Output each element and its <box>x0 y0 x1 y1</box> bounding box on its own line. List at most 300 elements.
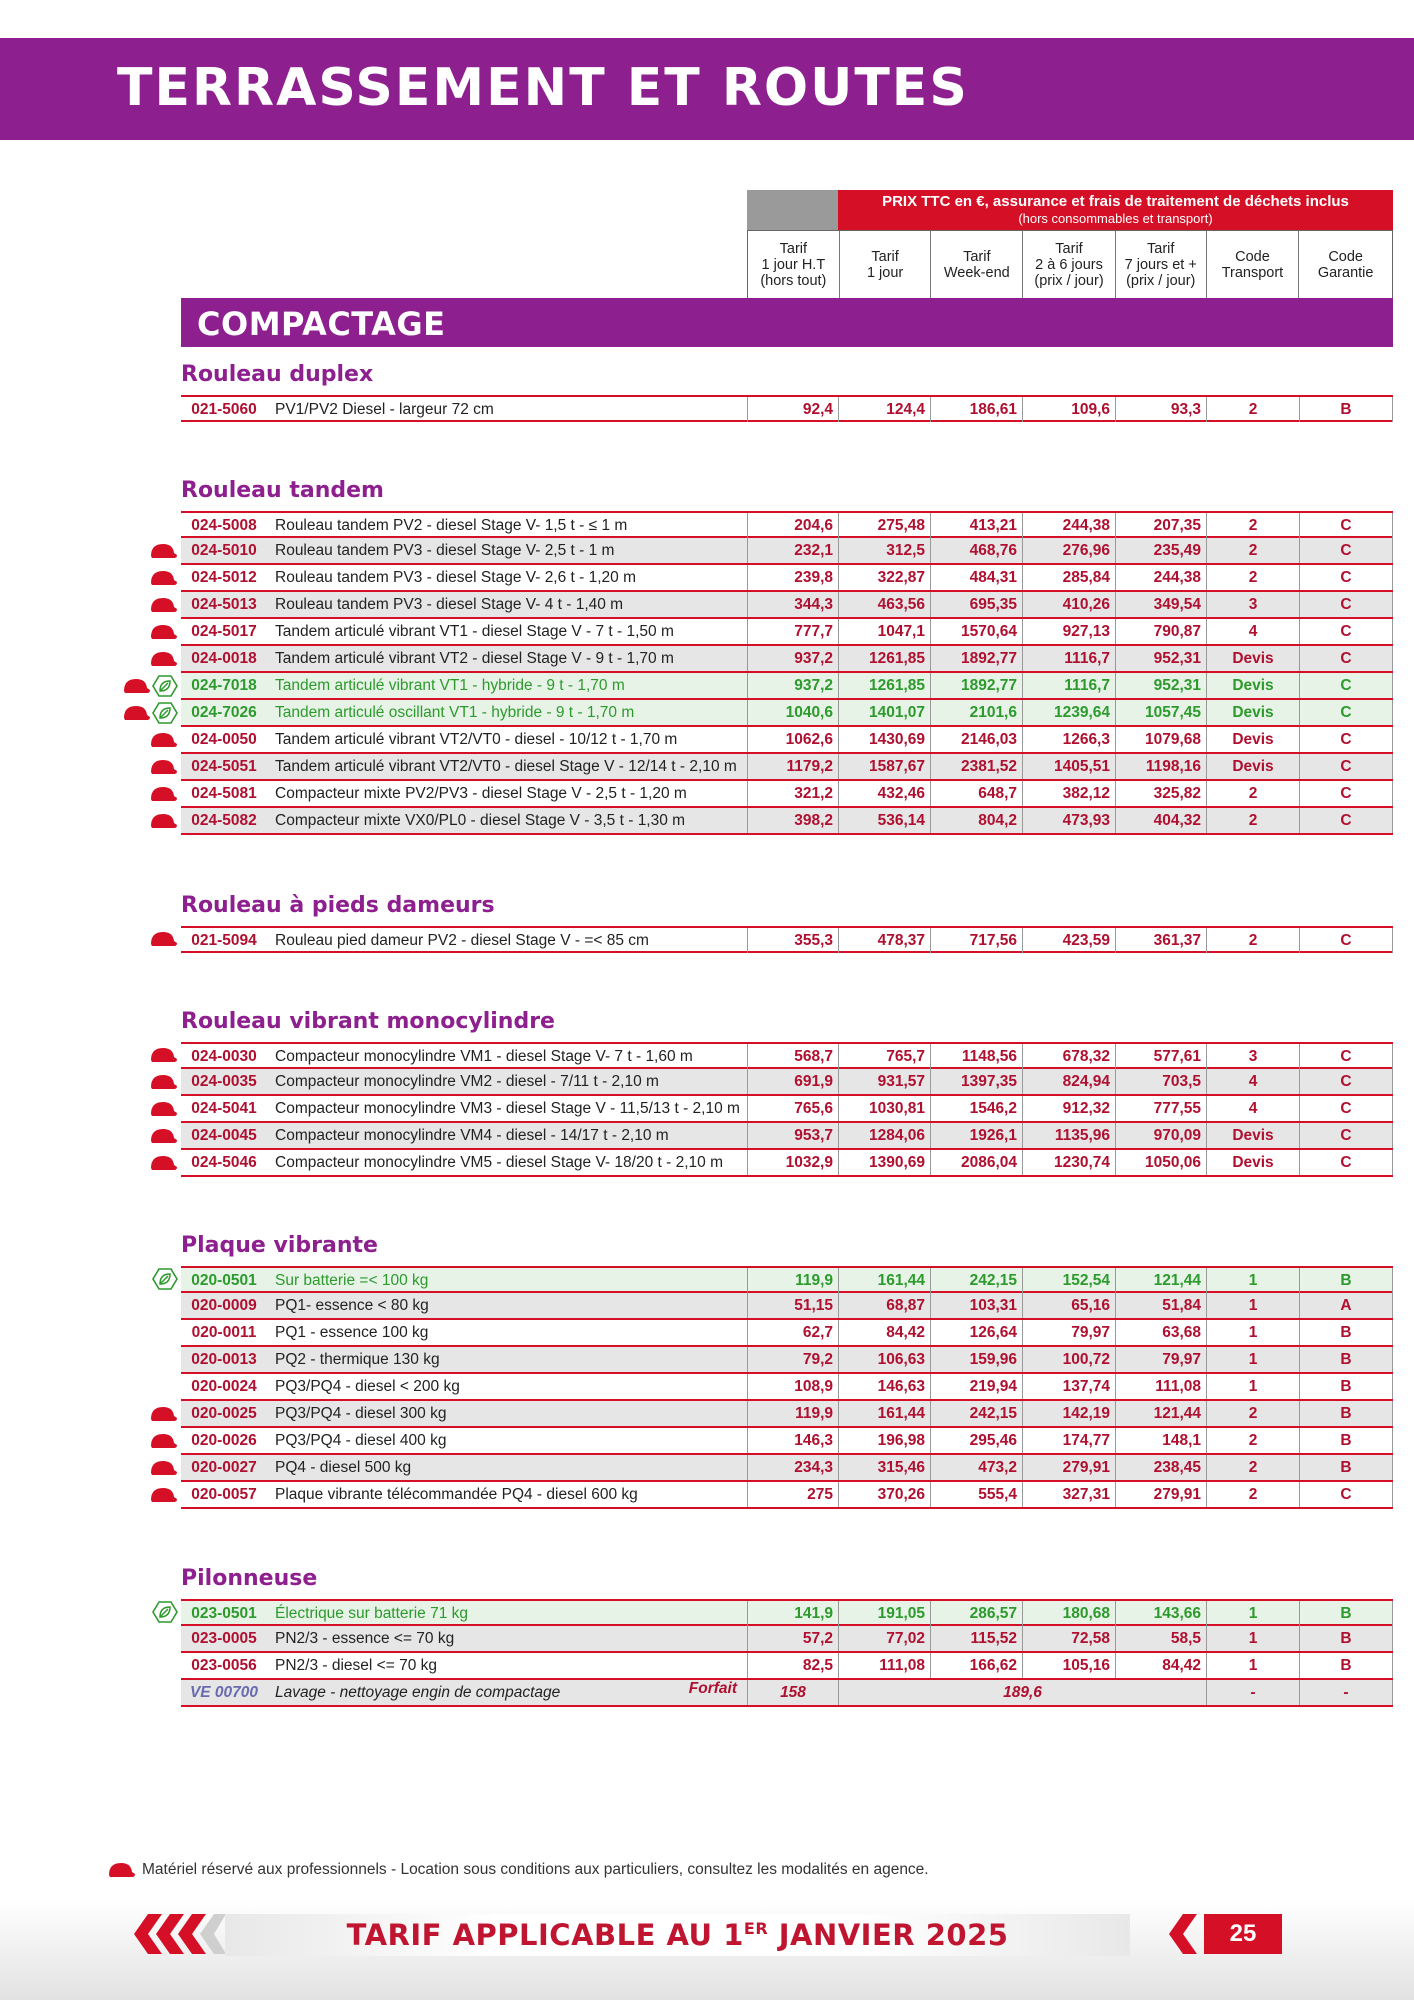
transport-code: 2 <box>1206 1428 1299 1453</box>
price-ht-1-day: 141,9 <box>747 1601 838 1626</box>
price-7-days-plus: 63,68 <box>1115 1320 1206 1345</box>
transport-code: 2 <box>1206 513 1299 538</box>
price-1-day: 106,63 <box>838 1347 930 1372</box>
price-weekend: 473,2 <box>930 1455 1022 1480</box>
transport-code: 2 <box>1206 1401 1299 1426</box>
product-label: Électrique sur batterie 71 kg <box>275 1605 468 1622</box>
product-label: Rouleau tandem PV2 - diesel Stage V- 1,5 t - ≤ 1 m <box>275 517 628 534</box>
price-weekend: 103,31 <box>930 1293 1022 1318</box>
price-ht-1-day: 937,2 <box>747 646 838 671</box>
product-label: PQ4 - diesel 500 kg <box>275 1459 412 1476</box>
transport-code: 3 <box>1206 1044 1299 1069</box>
row-icons <box>152 1266 178 1292</box>
guarantee-code: C <box>1299 646 1393 671</box>
column-header-line: (hors tout) <box>760 272 827 289</box>
product-ref: 020-0013 <box>191 1351 257 1368</box>
guarantee-code: B <box>1299 1626 1393 1651</box>
table-row <box>181 727 1393 754</box>
group-title: Rouleau duplex <box>181 362 374 387</box>
pro-helmet-icon <box>148 649 178 669</box>
column-header-line: Tarif <box>1147 240 1175 257</box>
price-7-days-plus: 970,09 <box>1115 1123 1206 1148</box>
column-header-line: 2 à 6 jours <box>1035 256 1103 273</box>
price-2-6-days: 244,38 <box>1022 513 1115 538</box>
transport-code: Devis <box>1206 754 1299 779</box>
row-icons <box>148 926 178 952</box>
eco-leaf-icon <box>152 1268 178 1290</box>
price-7-days-plus: 1079,68 <box>1115 727 1206 752</box>
footer-bar <box>225 1914 1130 1956</box>
product-label: Sur batterie =< 100 kg <box>275 1272 429 1289</box>
price-2-6-days: 927,13 <box>1022 619 1115 644</box>
guarantee-code: B <box>1299 1601 1393 1626</box>
price-2-6-days: 105,16 <box>1022 1653 1115 1678</box>
price-7-days-plus: 952,31 <box>1115 646 1206 671</box>
product-ref: 020-0027 <box>191 1459 257 1476</box>
product-ref: 023-0056 <box>191 1657 257 1674</box>
price-2-6-days: 79,97 <box>1022 1320 1115 1345</box>
price-2-6-days: 1230,74 <box>1022 1150 1115 1175</box>
product-ref: 020-0025 <box>191 1405 257 1422</box>
product-label: PQ3/PQ4 - diesel < 200 kg <box>275 1378 460 1395</box>
product-ref: 024-5013 <box>191 596 257 613</box>
table-row <box>181 619 1393 646</box>
guarantee-code: B <box>1299 1347 1393 1372</box>
product-label: Tandem articulé vibrant VT2/VT0 - diesel Stage V - 12/14 t - 2,10 m <box>275 758 737 775</box>
row-icons <box>152 1599 178 1625</box>
section-header <box>181 298 1393 347</box>
price-2-6-days: 109,6 <box>1022 397 1115 422</box>
product-label: Rouleau pied dameur PV2 - diesel Stage V - =< 85 cm <box>275 932 649 949</box>
product-ref: 024-7018 <box>191 677 257 694</box>
column-header-line: Garantie <box>1317 264 1374 281</box>
table-row <box>181 1320 1393 1347</box>
eco-leaf-icon <box>152 675 178 697</box>
price-7-days-plus: 143,66 <box>1115 1601 1206 1626</box>
product-label: Compacteur monocylindre VM2 - diesel - 7/11 t - 2,10 m <box>275 1073 659 1090</box>
table-row <box>181 1482 1393 1509</box>
footer-superscript: ER <box>743 1919 769 1938</box>
product-ref: 020-0011 <box>191 1324 257 1341</box>
group-title: Pilonneuse <box>181 1566 318 1591</box>
row-icons <box>148 808 178 834</box>
price-7-days-plus: 703,5 <box>1115 1069 1206 1094</box>
price-weekend: 1926,1 <box>930 1123 1022 1148</box>
table-row <box>181 1347 1393 1374</box>
price-1-day: 161,44 <box>838 1268 930 1293</box>
price-ht-1-day: 1032,9 <box>747 1150 838 1175</box>
column-header-3 <box>930 231 1022 298</box>
guarantee-code: B <box>1299 1653 1393 1678</box>
price-weekend: 126,64 <box>930 1320 1022 1345</box>
product-ref: 024-5046 <box>191 1154 257 1171</box>
product-label: Plaque vibrante télécommandée PQ4 - diesel 600 kg <box>275 1486 638 1503</box>
table-row <box>181 1455 1393 1482</box>
price-7-days-plus: 58,5 <box>1115 1626 1206 1651</box>
row-icons <box>148 727 178 753</box>
price-ht-1-day: 51,15 <box>747 1293 838 1318</box>
product-ref: 024-0045 <box>191 1127 257 1144</box>
price-1-day: 84,42 <box>838 1320 930 1345</box>
price-7-days-plus: 777,55 <box>1115 1096 1206 1121</box>
price-weekend: 695,35 <box>930 592 1022 617</box>
price-1-day: 478,37 <box>838 928 930 953</box>
row-icons <box>148 646 178 672</box>
price-1-day: 1284,06 <box>838 1123 930 1148</box>
product-label: Lavage - nettoyage engin de compactage <box>275 1684 561 1701</box>
transport-code: 2 <box>1206 1482 1299 1507</box>
price-2-6-days: 1135,96 <box>1022 1123 1115 1148</box>
product-ref: 023-0501 <box>191 1605 257 1622</box>
table-row <box>181 1266 1393 1293</box>
price-weekend: 242,15 <box>930 1268 1022 1293</box>
price-1-day: 463,56 <box>838 592 930 617</box>
price-ht-1-day: 1062,6 <box>747 727 838 752</box>
product-label: PQ1- essence < 80 kg <box>275 1297 429 1314</box>
table-row <box>181 1293 1393 1320</box>
price-2-6-days: 327,31 <box>1022 1482 1115 1507</box>
price-7-days-plus: 121,44 <box>1115 1401 1206 1426</box>
price-ht-1-day: 119,9 <box>747 1401 838 1426</box>
guarantee-code: C <box>1299 592 1393 617</box>
price-7-days-plus: 111,08 <box>1115 1374 1206 1399</box>
price-1-day: 161,44 <box>838 1401 930 1426</box>
row-icons <box>148 1150 178 1176</box>
transport-code: Devis <box>1206 700 1299 725</box>
price-weekend: 468,76 <box>930 538 1022 563</box>
price-2-6-days: 1405,51 <box>1022 754 1115 779</box>
product-ref: 024-5008 <box>191 517 257 534</box>
product-ref: 024-5017 <box>191 623 257 640</box>
price-7-days-plus: 148,1 <box>1115 1428 1206 1453</box>
table-row <box>181 538 1393 565</box>
price-1-day: 322,87 <box>838 565 930 590</box>
guarantee-code: C <box>1299 928 1393 953</box>
product-label: Tandem articulé vibrant VT1 - diesel Stage V - 7 t - 1,50 m <box>275 623 674 640</box>
price-weekend: 1397,35 <box>930 1069 1022 1094</box>
group-title: Rouleau vibrant monocylindre <box>181 1009 555 1034</box>
row-icons <box>148 1069 178 1095</box>
price-weekend: 804,2 <box>930 808 1022 833</box>
guarantee-code: C <box>1299 1096 1393 1121</box>
price-ht-1-day: 119,9 <box>747 1268 838 1293</box>
table-row <box>181 1428 1393 1455</box>
transport-code: 2 <box>1206 1455 1299 1480</box>
guarantee-code: C <box>1299 1123 1393 1148</box>
price-1-day: 196,98 <box>838 1428 930 1453</box>
eco-leaf-icon <box>152 702 178 724</box>
transport-code: Devis <box>1206 727 1299 752</box>
price-ht-1-day: 232,1 <box>747 538 838 563</box>
price-7-days-plus: 79,97 <box>1115 1347 1206 1372</box>
price-weekend: 295,46 <box>930 1428 1022 1453</box>
price-1-day: 931,57 <box>838 1069 930 1094</box>
price-1-day: 1030,81 <box>838 1096 930 1121</box>
column-header-line: Code <box>1235 248 1270 265</box>
price-ht-1-day: 344,3 <box>747 592 838 617</box>
price-ht-1-day: 1179,2 <box>747 754 838 779</box>
price-2-6-days: 276,96 <box>1022 538 1115 563</box>
transport-code: 1 <box>1206 1626 1299 1651</box>
price-2-6-days: 473,93 <box>1022 808 1115 833</box>
product-label: Tandem articulé vibrant VT2/VT0 - diesel - 10/12 t - 1,70 m <box>275 731 678 748</box>
price-7-days-plus: 361,37 <box>1115 928 1206 953</box>
product-label: Tandem articulé oscillant VT1 - hybride - 9 t - 1,70 m <box>275 704 635 721</box>
price-1-day: 536,14 <box>838 808 930 833</box>
price-2-6-days: 137,74 <box>1022 1374 1115 1399</box>
chevrons-left-icon <box>130 1912 226 1956</box>
column-header-2 <box>839 231 931 298</box>
row-icons <box>148 1096 178 1122</box>
table-row <box>181 1653 1393 1680</box>
product-label: Compacteur mixte PV2/PV3 - diesel Stage V - 2,5 t - 1,20 m <box>275 785 687 802</box>
pro-helmet-icon <box>148 1431 178 1451</box>
price-2-6-days: 174,77 <box>1022 1428 1115 1453</box>
guarantee-code: C <box>1299 1069 1393 1094</box>
table-row <box>181 1626 1393 1653</box>
price-ht-1-day: 321,2 <box>747 781 838 806</box>
pro-helmet-icon <box>148 730 178 750</box>
product-ref: 021-5060 <box>191 401 257 418</box>
column-header-line: Tarif <box>963 248 991 265</box>
guarantee-code: B <box>1299 1455 1393 1480</box>
row-icons <box>148 1401 178 1427</box>
guarantee-code: C <box>1299 1044 1393 1069</box>
product-ref: 024-5012 <box>191 569 257 586</box>
price-7-days-plus: 1050,06 <box>1115 1150 1206 1175</box>
column-header-1 <box>748 231 839 298</box>
column-headers <box>747 230 1393 299</box>
product-ref: 024-0050 <box>191 731 257 748</box>
price-weekend: 166,62 <box>930 1653 1022 1678</box>
table-row <box>181 1123 1393 1150</box>
product-label: PN2/3 - diesel <= 70 kg <box>275 1657 437 1674</box>
product-ref: 020-0057 <box>191 1486 257 1503</box>
price-2-6-days: 1116,7 <box>1022 673 1115 698</box>
price-7-days-plus: 952,31 <box>1115 673 1206 698</box>
guarantee-code: B <box>1299 1374 1393 1399</box>
price-1-day: 370,26 <box>838 1482 930 1507</box>
product-label: PN2/3 - essence <= 70 kg <box>275 1630 455 1647</box>
column-header-line: Tarif <box>871 248 899 265</box>
price-7-days-plus: 279,91 <box>1115 1482 1206 1507</box>
product-ref: 024-5041 <box>191 1100 257 1117</box>
price-ttc-merged: 189,6 <box>838 1680 1206 1705</box>
column-header-line: 7 jours et + <box>1124 256 1197 273</box>
price-2-6-days: 824,94 <box>1022 1069 1115 1094</box>
price-ht-1-day: 355,3 <box>747 928 838 953</box>
price-1-day: 1390,69 <box>838 1150 930 1175</box>
table-row <box>181 781 1393 808</box>
transport-code: 1 <box>1206 1347 1299 1372</box>
price-weekend: 2146,03 <box>930 727 1022 752</box>
transport-code: 2 <box>1206 538 1299 563</box>
special-label-wrap <box>181 1680 747 1705</box>
price-2-6-days: 1266,3 <box>1022 727 1115 752</box>
footer-text-part1: TARIF APPLICABLE AU 1 <box>346 1918 744 1952</box>
price-ht-1-day: 953,7 <box>747 1123 838 1148</box>
pro-helmet-icon <box>121 676 151 696</box>
page-title: TERRASSEMENT ET ROUTES <box>117 58 969 118</box>
product-ref: 021-5094 <box>191 932 257 949</box>
table-row <box>181 511 1393 538</box>
price-7-days-plus: 235,49 <box>1115 538 1206 563</box>
price-1-day: 146,63 <box>838 1374 930 1399</box>
price-7-days-plus: 790,87 <box>1115 619 1206 644</box>
guarantee-code: - <box>1299 1680 1393 1705</box>
transport-code: 4 <box>1206 1069 1299 1094</box>
column-header-line: Code <box>1328 248 1363 265</box>
price-1-day: 111,08 <box>838 1653 930 1678</box>
product-label: PQ3/PQ4 - diesel 400 kg <box>275 1432 447 1449</box>
product-ref: VE 00700 <box>189 1684 259 1701</box>
product-ref: 024-0030 <box>191 1048 257 1065</box>
column-header-line: Week-end <box>943 264 1010 281</box>
column-header-line: (prix / jour) <box>1126 272 1196 289</box>
price-7-days-plus: 349,54 <box>1115 592 1206 617</box>
pro-helmet-icon <box>148 1485 178 1505</box>
price-ht-1-day: 239,8 <box>747 565 838 590</box>
guarantee-code: C <box>1299 1482 1393 1507</box>
price-7-days-plus: 577,61 <box>1115 1044 1206 1069</box>
column-header-4 <box>1022 231 1115 298</box>
table-row <box>181 673 1393 700</box>
price-ht-1-day: 398,2 <box>747 808 838 833</box>
price-weekend: 159,96 <box>930 1347 1022 1372</box>
pro-helmet-icon <box>148 1099 178 1119</box>
price-2-6-days: 912,32 <box>1022 1096 1115 1121</box>
table-row <box>181 700 1393 727</box>
price-weekend: 555,4 <box>930 1482 1022 1507</box>
product-label: Compacteur monocylindre VM3 - diesel Stage V - 11,5/13 t - 2,10 m <box>275 1100 740 1117</box>
product-ref: 023-0005 <box>191 1630 257 1647</box>
pro-helmet-icon <box>148 1045 178 1065</box>
price-2-6-days: 285,84 <box>1022 565 1115 590</box>
price-weekend: 219,94 <box>930 1374 1022 1399</box>
price-weekend: 484,31 <box>930 565 1022 590</box>
product-label: Compacteur monocylindre VM1 - diesel Stage V- 7 t - 1,60 m <box>275 1048 693 1065</box>
price-7-days-plus: 1198,16 <box>1115 754 1206 779</box>
table-row <box>181 808 1393 835</box>
price-7-days-plus: 238,45 <box>1115 1455 1206 1480</box>
price-7-days-plus: 404,32 <box>1115 808 1206 833</box>
table-row <box>181 592 1393 619</box>
row-icons <box>121 673 178 699</box>
price-ht-1-day: 1040,6 <box>747 700 838 725</box>
price-1-day: 1401,07 <box>838 700 930 725</box>
product-label: Tandem articulé vibrant VT1 - hybride - 9 t - 1,70 m <box>275 677 625 694</box>
guarantee-code: B <box>1299 1268 1393 1293</box>
pro-helmet-icon <box>148 622 178 642</box>
price-2-6-days: 1116,7 <box>1022 646 1115 671</box>
price-1-day: 312,5 <box>838 538 930 563</box>
transport-code: Devis <box>1206 646 1299 671</box>
transport-code: 2 <box>1206 928 1299 953</box>
price-ht-1-day: 108,9 <box>747 1374 838 1399</box>
product-label: Rouleau tandem PV3 - diesel Stage V- 4 t - 1,40 m <box>275 596 624 613</box>
price-weekend: 2101,6 <box>930 700 1022 725</box>
transport-code: Devis <box>1206 1123 1299 1148</box>
price-ht-1-day: 204,6 <box>747 513 838 538</box>
price-2-6-days: 382,12 <box>1022 781 1115 806</box>
price-1-day: 1261,85 <box>838 646 930 671</box>
pro-helmet-icon <box>148 595 178 615</box>
price-weekend: 1546,2 <box>930 1096 1022 1121</box>
row-icons <box>148 1428 178 1454</box>
product-ref: 024-5051 <box>191 758 257 775</box>
price-2-6-days: 65,16 <box>1022 1293 1115 1318</box>
pro-helmet-icon <box>148 1126 178 1146</box>
pro-helmet-icon <box>148 929 178 949</box>
forfait-label: Forfait <box>688 1680 737 1697</box>
price-ht-1-day: 82,5 <box>747 1653 838 1678</box>
pro-helmet-icon <box>148 541 178 561</box>
price-2-6-days: 142,19 <box>1022 1401 1115 1426</box>
guarantee-code: C <box>1299 619 1393 644</box>
transport-code: 3 <box>1206 592 1299 617</box>
price-1-day: 1430,69 <box>838 727 930 752</box>
guarantee-code: C <box>1299 673 1393 698</box>
price-ht-1-day: 79,2 <box>747 1347 838 1372</box>
guarantee-code: B <box>1299 397 1393 422</box>
guarantee-code: C <box>1299 538 1393 563</box>
table-row <box>181 646 1393 673</box>
footer-text-part2: JANVIER 2025 <box>768 1918 1009 1952</box>
price-weekend: 2381,52 <box>930 754 1022 779</box>
transport-code: 2 <box>1206 397 1299 422</box>
price-2-6-days: 423,59 <box>1022 928 1115 953</box>
price-weekend: 1570,64 <box>930 619 1022 644</box>
price-header-subtitle: (hors consommables et transport) <box>1018 211 1213 226</box>
product-label: Tandem articulé vibrant VT2 - diesel Stage V - 9 t - 1,70 m <box>275 650 674 667</box>
price-weekend: 115,52 <box>930 1626 1022 1651</box>
guarantee-code: C <box>1299 565 1393 590</box>
column-header-line: Tarif <box>1055 240 1083 257</box>
table-row <box>181 1374 1393 1401</box>
product-ref: 024-5010 <box>191 542 257 559</box>
transport-code: 1 <box>1206 1320 1299 1345</box>
product-ref: 024-0035 <box>191 1073 257 1090</box>
product-label: PQ2 - thermique 130 kg <box>275 1351 440 1368</box>
guarantee-code: B <box>1299 1401 1393 1426</box>
eco-leaf-icon <box>152 1601 178 1623</box>
product-label: PQ1 - essence 100 kg <box>275 1324 429 1341</box>
guarantee-code: C <box>1299 808 1393 833</box>
table-row <box>181 1042 1393 1069</box>
price-1-day: 275,48 <box>838 513 930 538</box>
transport-code: 1 <box>1206 1293 1299 1318</box>
pro-helmet-icon <box>121 703 151 723</box>
table-row <box>181 395 1393 422</box>
price-1-day: 765,7 <box>838 1044 930 1069</box>
product-ref: 024-5082 <box>191 812 257 829</box>
product-ref: 020-0024 <box>191 1378 257 1395</box>
transport-code: 2 <box>1206 565 1299 590</box>
guarantee-code: C <box>1299 781 1393 806</box>
price-2-6-days: 279,91 <box>1022 1455 1115 1480</box>
price-7-days-plus: 325,82 <box>1115 781 1206 806</box>
price-1-day: 68,87 <box>838 1293 930 1318</box>
price-weekend: 1892,77 <box>930 673 1022 698</box>
row-icons <box>148 565 178 591</box>
header-gray-cell <box>747 190 838 230</box>
column-header-line: 1 jour H.T <box>761 256 826 273</box>
price-7-days-plus: 244,38 <box>1115 565 1206 590</box>
transport-code: 1 <box>1206 1653 1299 1678</box>
price-2-6-days: 100,72 <box>1022 1347 1115 1372</box>
table-row-special <box>181 1680 1393 1707</box>
product-label: Rouleau tandem PV3 - diesel Stage V- 2,6 t - 1,20 m <box>275 569 637 586</box>
